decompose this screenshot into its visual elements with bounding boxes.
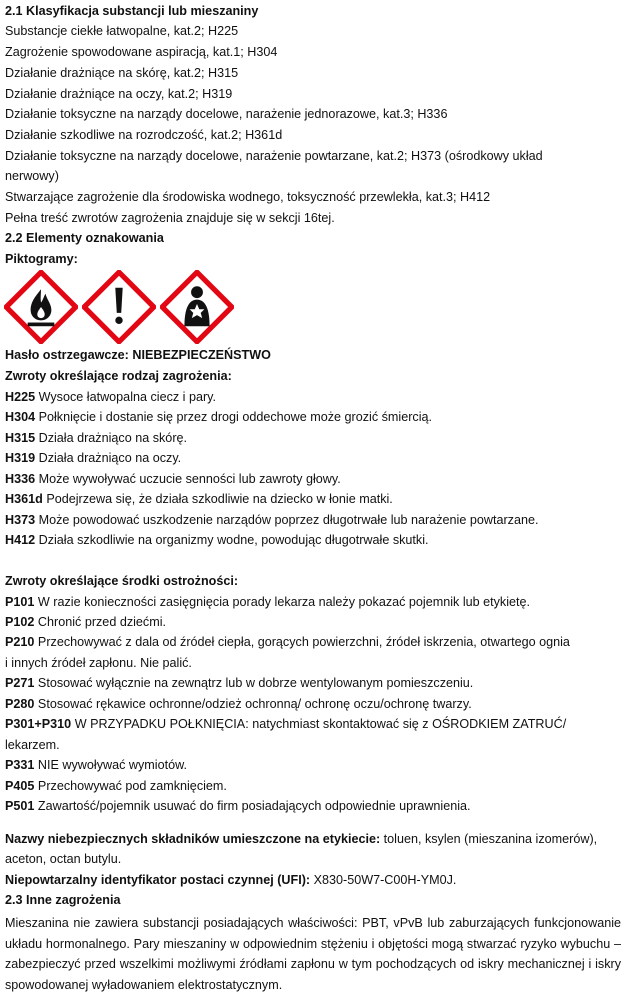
- precaution-statement: [5, 594, 530, 610]
- precaution-statement: [5, 634, 570, 650]
- hazard-code: H304: [5, 410, 36, 424]
- hazard-statement: [5, 450, 181, 466]
- ufi-value: X830-50W7-C00H-YM0J.: [313, 873, 457, 887]
- classification-line: Stwarzające zagrożenie dla środowiska wodnego, toksyczność przewlekła, kat.3; H412: [5, 190, 491, 204]
- precaution-statement: [5, 778, 227, 794]
- precaution-statement: [5, 798, 471, 814]
- hazard-text: Działa drażniąco na skórę.: [38, 431, 188, 445]
- precaution-statement: [5, 675, 473, 691]
- precaution-text: Chronić przed dziećmi.: [37, 615, 167, 629]
- classification-line: Działanie toksyczne na narządy docelowe, narażenie powtarzane, kat.2; H373 (ośrodkowy układ: [5, 149, 543, 163]
- other-hazards-paragraph: Mieszanina nie zawiera substancji posiadających właściwości: PBT, vPvB lub zaburzających funkcjonowanie układu hormonalnego. Pary mieszaniny w odpowiednim stężeniu i objętości mogą stwarzać ryzyko wybuchu – zabezpieczyć przed wszelkimi możliwymi źródłami zapłonu w tym pochodzących od iskry mechanicznej i iskry spowodowanej wyładowaniem elektrostatycznym.: [5, 916, 621, 992]
- hazard-statements-heading: Zwroty określające rodzaj zagrożenia:: [5, 369, 232, 383]
- classification-line: Działanie toksyczne na narządy docelowe, narażenie jednorazowe, kat.3; H336: [5, 107, 448, 121]
- section-2-3-heading: 2.3 Inne zagrożenia: [5, 893, 121, 907]
- precaution-text: Przechowywać z dala od źródeł ciepła, gorących powierzchni, źródeł iskrzenia, otwartego ognia: [37, 635, 570, 649]
- ufi-label: Niepowtarzalny identyfikator postaci czynnej (UFI):: [5, 873, 311, 887]
- pictogram-row: [4, 270, 244, 344]
- precaution-text: Stosować rękawice ochronne/odzież ochronną/ ochronę oczu/ochronę twarzy.: [37, 697, 472, 711]
- hazard-code: H225: [5, 390, 36, 404]
- hazard-code: H373: [5, 513, 36, 527]
- ufi-line: [5, 872, 456, 888]
- precaution-code: P271: [5, 676, 35, 690]
- hazard-statement: [5, 512, 538, 528]
- pictograms-label: Piktogramy:: [5, 252, 78, 266]
- precaution-code: P501: [5, 799, 35, 813]
- precaution-code: P210: [5, 635, 35, 649]
- precaution-statements-heading: Zwroty określające środki ostrożności:: [5, 574, 239, 588]
- hazard-code: H336: [5, 472, 36, 486]
- precaution-code: P101: [5, 595, 35, 609]
- signal-word: Hasło ostrzegawcze: NIEBEZPIECZEŃSTWO: [5, 348, 271, 362]
- label-components: [5, 831, 597, 847]
- section-2-2-heading: 2.2 Elementy oznakowania: [5, 231, 164, 245]
- classification-line: Pełna treść zwrotów zagrożenia znajduje się w sekcji 16tej.: [5, 211, 335, 225]
- hazard-statement: [5, 491, 393, 507]
- components-text: toluen, ksylen (mieszanina izomerów),: [383, 832, 598, 846]
- classification-line: Działanie drażniące na oczy, kat.2; H319: [5, 87, 233, 101]
- health-hazard-pictogram-icon: [160, 270, 234, 344]
- precaution-code: P405: [5, 779, 35, 793]
- section-2-1-heading: 2.1 Klasyfikacja substancji lub mieszaniny: [5, 4, 259, 18]
- components-label: Nazwy niebezpiecznych składników umieszczone na etykiecie:: [5, 832, 381, 846]
- hazard-code: H315: [5, 431, 36, 445]
- classification-line: Działanie szkodliwe na rozrodczość, kat.2; H361d: [5, 128, 283, 142]
- precaution-code: P301+P310: [5, 717, 72, 731]
- precaution-text: Zawartość/pojemnik usuwać do firm posiadających odpowiednie uprawnienia.: [37, 799, 471, 813]
- hazard-text: Działa szkodliwie na organizmy wodne, powodując długotrwałe skutki.: [38, 533, 429, 547]
- precaution-text: W razie konieczności zasięgnięcia porady lekarza należy pokazać pojemnik lub etykietę.: [37, 595, 531, 609]
- hazard-text: Połknięcie i dostanie się przez drogi oddechowe może grozić śmiercią.: [38, 410, 433, 424]
- hazard-statement: [5, 532, 429, 548]
- classification-line: Działanie drażniące na skórę, kat.2; H315: [5, 66, 239, 80]
- hazard-text: Działa drażniąco na oczy.: [38, 451, 182, 465]
- hazard-code: H412: [5, 533, 36, 547]
- precaution-code: P331: [5, 758, 35, 772]
- hazard-text: Może powodować uszkodzenie narządów poprzez długotrwałe lub narażenie powtarzane.: [38, 513, 539, 527]
- precaution-statement-continued: lekarzem.: [5, 738, 60, 752]
- hazard-statement: [5, 471, 341, 487]
- classification-line: Substancje ciekłe łatwopalne, kat.2; H225: [5, 24, 239, 38]
- hazard-text: Podejrzewa się, że działa szkodliwie na dziecko w łonie matki.: [46, 492, 393, 506]
- precaution-text: NIE wywoływać wymiotów.: [37, 758, 187, 772]
- precaution-statement: [5, 716, 566, 732]
- precaution-statement-continued: i innych źródeł zapłonu. Nie palić.: [5, 656, 192, 670]
- hazard-code: H361d: [5, 492, 43, 506]
- precaution-text: W PRZYPADKU POŁKNIĘCIA: natychmiast skontaktować się z OŚRODKIEM ZATRUĆ/: [74, 717, 567, 731]
- hazard-code: H319: [5, 451, 36, 465]
- hazard-text: Może wywoływać uczucie senności lub zawroty głowy.: [38, 472, 341, 486]
- hazard-text: Wysoce łatwopalna ciecz i pary.: [38, 390, 217, 404]
- precaution-code: P102: [5, 615, 35, 629]
- precaution-statement: [5, 614, 166, 630]
- components-text-continued: aceton, octan butylu.: [5, 852, 122, 866]
- hazard-statement: [5, 430, 187, 446]
- precaution-code: P280: [5, 697, 35, 711]
- exclamation-pictogram-icon: [82, 270, 156, 344]
- precaution-text: Stosować wyłącznie na zewnątrz lub w dobrze wentylowanym pomieszczeniu.: [37, 676, 474, 690]
- flame-pictogram-icon: [4, 270, 78, 344]
- classification-line: nerwowy): [5, 169, 59, 183]
- hazard-statement: [5, 409, 432, 425]
- precaution-text: Przechowywać pod zamknięciem.: [37, 779, 227, 793]
- precaution-statement: [5, 696, 472, 712]
- classification-line: Zagrożenie spowodowane aspiracją, kat.1; H304: [5, 45, 278, 59]
- hazard-statement: [5, 389, 216, 405]
- precaution-statement: [5, 757, 187, 773]
